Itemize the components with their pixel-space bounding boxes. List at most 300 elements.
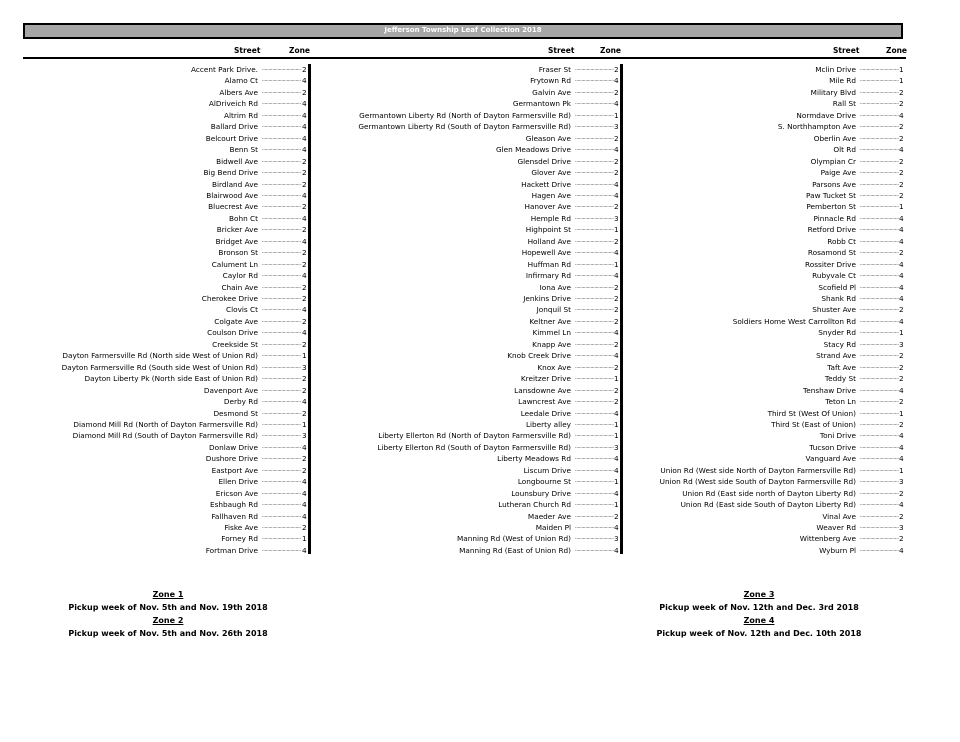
street-name: Retford Drive [807,225,856,235]
dot-leader: .............................. [575,111,614,118]
dot-leader: .............................. [860,237,899,244]
list-item [0,327,960,338]
zone-value: 4 [302,442,307,452]
dot-leader: .............................. [860,295,899,301]
street-name: Clovis Ct [225,305,258,315]
dot-leader: .............................. [575,272,614,279]
street-name: Scofield Pl [818,282,856,292]
dot-leader: .............................. [575,214,614,221]
street-name: Holland Ave [527,236,571,246]
dot-leader: .............................. [262,272,301,279]
street-name: Ballard Drive [210,122,258,132]
dot-leader: .............................. [860,226,899,233]
dot-leader: .............................. [575,317,614,324]
zone-value: 4 [614,145,619,155]
zone-value: 2 [302,316,307,326]
street-name: Manning Rd (West of Union Rd) [456,534,571,544]
list-item [0,350,960,361]
list-item [0,87,960,98]
zone-value: 2 [302,454,307,464]
dot-leader: .............................. [262,123,301,130]
street-name: Weaver Rd [816,523,856,532]
zone-3-pickup: Pickup week of Nov. 12th and Dec. 3rd 2018 [659,603,859,612]
list-item [0,282,960,293]
zone-value: 2 [899,190,904,200]
street-name: Snyder Rd [818,328,856,338]
dot-leader: .............................. [575,123,614,130]
list-item [0,545,960,556]
street-name: Vanguard Ave [805,454,856,464]
dot-leader: .............................. [575,134,614,141]
zone-value: 1 [899,65,904,74]
street-name: Pemberton St [806,202,856,212]
dot-leader: .............................. [575,100,614,107]
dot-leader: .............................. [575,375,614,382]
street-name: Cherokee Drive [201,294,258,303]
dot-leader: .............................. [860,157,899,164]
dot-leader: .............................. [575,524,614,530]
street-name: Union Rd (East side South of Dayton Liberty Rd) [680,500,856,510]
list-item [0,201,960,212]
zone-value: 4 [302,545,307,555]
street-name: Hemple Rd [530,213,571,223]
dot-leader: .............................. [262,226,301,233]
zone-value: 2 [614,65,619,74]
street-name: Shuster Ave [812,305,856,315]
zone-value: 2 [302,225,307,235]
street-name: Forney Rd [221,534,258,544]
list-item [0,247,960,258]
zone-value: 1 [614,477,619,487]
street-name: Hopewell Ave [521,248,571,258]
street-name: Alamo Ct [224,76,258,86]
street-name: Dayton Farmersville Rd (South side West of Union Rd) [61,362,258,372]
zone-value: 2 [302,179,307,189]
dot-leader: .............................. [262,100,301,107]
dot-leader: .............................. [262,443,301,450]
list-item [0,408,960,419]
zone-value: 2 [302,339,307,349]
dot-leader: .............................. [575,260,614,267]
street-name: Glen Meadows Drive [495,145,571,155]
dot-leader: .............................. [575,157,614,164]
zone-value: 2 [899,374,904,384]
zone-value: 2 [899,168,904,178]
street-name: Robb Ct [827,236,856,246]
zone-value: 4 [614,76,619,86]
dot-leader: .............................. [860,329,899,336]
dot-leader: .............................. [575,340,614,347]
dot-leader: .............................. [860,88,899,95]
zone-value: 1 [614,225,619,235]
list-item [0,533,960,544]
zone-value: 4 [614,465,619,475]
list-item [0,259,960,270]
dot-leader: .............................. [860,432,899,439]
header-rule [23,57,906,59]
dot-leader: .............................. [262,409,301,416]
list-item [0,179,960,190]
zone-value: 3 [614,442,619,452]
street-name: S. Northhampton Ave [777,122,856,132]
zone-value: 4 [899,225,904,235]
dot-leader: .............................. [860,169,899,176]
street-name: Chain Ave [221,282,258,292]
street-name: Creekside St [212,339,258,349]
zone-value: 3 [899,339,904,349]
dot-leader: .............................. [262,134,301,141]
dot-leader: .............................. [575,306,614,313]
zone-value: 1 [899,202,904,212]
dot-leader: .............................. [575,88,614,95]
street-name: Blairwood Ave [206,190,258,200]
dot-leader: .............................. [575,398,614,405]
zone-value: 3 [614,213,619,223]
dot-leader: .............................. [262,489,301,496]
zone-value: 2 [899,488,904,498]
zone-value: 4 [614,488,619,498]
street-name: Union Rd (West side South of Dayton Farmersville Rd) [659,477,856,487]
dot-leader: .............................. [262,352,301,359]
street-name: Birdland Ave [212,179,258,189]
zone-value: 2 [899,397,904,407]
dot-leader: .............................. [262,478,301,485]
dot-leader: .............................. [575,203,614,210]
street-name: Keltner Ave [529,316,571,326]
zone-value: 4 [899,110,904,120]
street-name: Donlaw Drive [209,442,258,452]
list-item [0,133,960,144]
zone-value: 3 [899,523,904,532]
zone-value: 4 [302,511,307,521]
street-name: Lounsbury Drive [511,488,571,498]
street-name: Calument Ln [211,259,258,269]
street-name: Liberty Ellerton Rd (South of Dayton Farmersville Rd) [377,442,571,452]
zone-value: 4 [302,110,307,120]
dot-leader: .............................. [575,249,614,256]
dot-leader: .............................. [262,546,301,553]
street-name: Tucson Drive [809,442,856,452]
street-name: Gleason Ave [525,133,571,143]
street-name: Kreitzer Drive [520,374,571,384]
dot-leader: .............................. [262,66,301,72]
title-bar [23,23,903,39]
zone-value: 2 [302,374,307,384]
dot-leader: .............................. [575,169,614,176]
zone-2-pickup: Pickup week of Nov. 5th and Nov. 26th 2018 [68,629,268,638]
street-name: Jenkins Drive [523,294,571,303]
street-name: Benn St [229,145,258,155]
street-name: Germantown Liberty Rd (South of Dayton Farmersville Rd) [358,122,571,132]
street-name: Dayton Farmersville Rd (North side West of Union Rd) [62,351,258,361]
street-name: Coulson Drive [207,328,258,338]
street-name: Stacy Rd [823,339,856,349]
street-name: Fraser St [538,65,571,74]
street-name: Germantown Pk [512,99,571,109]
street-name: Infirmary Rd [525,271,571,281]
street-name: Military Blvd [810,87,856,97]
zone-value: 2 [899,351,904,361]
street-name: Maiden Pl [535,523,571,532]
street-name: Kimmel Ln [532,328,571,338]
list-item [0,522,960,533]
street-name: Diamond Mill Rd (South of Dayton Farmersville Rd) [72,431,258,441]
dot-leader: .............................. [575,329,614,336]
zone-4-label: Zone 4 [743,616,775,625]
dot-leader: .............................. [575,386,614,393]
street-name: Lansdowne Ave [514,385,571,395]
dot-leader: .............................. [575,478,614,485]
street-name: Liberty alley [525,419,571,429]
zone-value: 2 [302,248,307,258]
street-name: Glensdel Drive [517,156,571,166]
street-name: Big Bend Drive [203,168,258,178]
zone-value: 1 [614,419,619,429]
list-item [0,419,960,430]
list-item [0,488,960,499]
zone-value: 2 [614,87,619,97]
street-name: Taft Ave [827,362,856,372]
street-name: Fortman Drive [205,545,258,555]
list-item [0,224,960,235]
zone-value: 1 [614,259,619,269]
zone-value: 4 [899,271,904,281]
dot-leader: .............................. [575,77,614,84]
zone-value: 4 [899,385,904,395]
street-name: Eastport Ave [211,465,258,475]
zone-2-label: Zone 2 [152,616,184,625]
dot-leader: .............................. [262,501,301,508]
zone-value: 2 [899,133,904,143]
dot-leader: .............................. [860,409,899,416]
zone-value: 4 [899,454,904,464]
zone-value: 4 [614,271,619,281]
zone-value: 4 [899,431,904,441]
dot-leader: .............................. [262,524,301,530]
list-item [0,64,960,75]
zone-value: 3 [614,122,619,132]
zone-value: 4 [302,190,307,200]
zone-value: 4 [302,305,307,315]
dot-leader: .............................. [262,180,301,187]
street-name: Pinnacle Rd [813,213,856,223]
dot-leader: .............................. [575,295,614,301]
zone-value: 2 [614,362,619,372]
zone-value: 2 [614,305,619,315]
zone-value: 1 [302,534,307,544]
list-item [0,316,960,327]
zone-value: 4 [302,488,307,498]
dot-leader: .............................. [575,226,614,233]
zone-value: 2 [302,408,307,418]
street-name: Lawncrest Ave [518,397,571,407]
street-name: Longbourne St [517,477,571,487]
zone-value: 1 [614,431,619,441]
street-name: Liberty Meadows Rd [497,454,571,464]
dot-leader: .............................. [575,191,614,198]
street-name: Glover Ave [531,168,571,178]
zone-header-3: Zone [886,46,908,55]
dot-leader: .............................. [262,455,301,462]
dot-leader: .............................. [262,295,301,301]
street-name: Bridget Ave [215,236,258,246]
street-name: Shank Rd [821,294,856,303]
list-item [0,144,960,155]
dot-leader: .............................. [575,66,614,72]
dot-leader: .............................. [262,329,301,336]
zone-value: 2 [302,465,307,475]
dot-leader: .............................. [262,203,301,210]
dot-leader: .............................. [262,146,301,153]
street-name: Eshbaugh Rd [209,500,258,510]
dot-leader: .............................. [262,283,301,290]
zone-value: 4 [614,351,619,361]
street-name: Union Rd (East side north of Dayton Liberty Rd) [682,488,856,498]
zone-value: 4 [302,271,307,281]
dot-leader: .............................. [860,455,899,462]
dot-leader: .............................. [860,77,899,84]
zone-value: 2 [899,305,904,315]
dot-leader: .............................. [860,512,899,519]
list-item [0,362,960,373]
dot-leader: .............................. [575,180,614,187]
zone-value: 2 [614,236,619,246]
zone-value: 4 [614,523,619,532]
zone-value: 2 [614,385,619,395]
street-name: Ellen Drive [218,477,258,487]
street-name: Dushore Drive [205,454,258,464]
street-name: Toni Drive [819,431,856,441]
street-name: Strand Ave [816,351,856,361]
zone-value: 1 [899,328,904,338]
zone-value: 3 [302,431,307,441]
zone-value: 1 [614,110,619,120]
zone-value: 2 [899,362,904,372]
dot-leader: .............................. [575,501,614,508]
street-name: Altrim Rd [223,110,258,120]
list-item [0,499,960,510]
zone-value: 2 [302,156,307,166]
dot-leader: .............................. [860,535,899,542]
street-name: Union Rd (West side North of Dayton Farmersville Rd) [660,465,856,475]
street-name: Rossiter Drive [805,259,856,269]
zone-value: 2 [302,65,307,74]
zone-value: 1 [302,351,307,361]
street-name: Rubyvale Ct [812,271,856,281]
zone-value: 4 [302,76,307,86]
street-name: Frytown Rd [530,76,571,86]
zone-value: 4 [899,236,904,246]
zone-value: 4 [899,294,904,303]
list-item [0,465,960,476]
list-item [0,270,960,281]
zone-1-pickup: Pickup week of Nov. 5th and Nov. 19th 2018 [68,603,268,612]
street-name: Wittenberg Ave [799,534,856,544]
list-item [0,236,960,247]
street-name: Diamond Mill Rd (North of Dayton Farmersville Rd) [73,419,258,429]
street-name: Jonquil St [536,305,571,315]
zone-value: 4 [899,213,904,223]
list-item [0,339,960,350]
street-name: Olympian Cr [810,156,856,166]
zone-value: 4 [302,397,307,407]
list-item [0,213,960,224]
list-item [0,110,960,121]
street-name: Bohn Ct [229,213,258,223]
zone-value: 2 [614,316,619,326]
list-item [0,304,960,315]
zone-value: 4 [302,477,307,487]
dot-leader: .............................. [575,352,614,359]
street-name: Soldiers Home West Carrollton Rd [732,316,856,326]
list-item [0,293,960,304]
dot-leader: .............................. [860,386,899,393]
dot-leader: .............................. [262,363,301,370]
dot-leader: .............................. [262,111,301,118]
street-name: Caylor Rd [222,271,258,281]
zone-value: 2 [614,168,619,178]
street-name: Tenshaw Drive [803,385,856,395]
street-name: Third St (West Of Union) [767,408,856,418]
street-name: Knox Ave [537,362,571,372]
zone-value: 2 [899,511,904,521]
zone-value: 2 [614,202,619,212]
dot-leader: .............................. [860,203,899,210]
street-name: Ericson Ave [215,488,258,498]
dot-leader: .............................. [860,489,899,496]
dot-leader: .............................. [860,123,899,130]
dot-leader: .............................. [262,260,301,267]
dot-leader: .............................. [860,340,899,347]
dot-leader: .............................. [860,317,899,324]
dot-leader: .............................. [860,524,899,530]
dot-leader: .............................. [575,466,614,473]
column-headers [0,46,960,56]
dot-leader: .............................. [262,249,301,256]
dot-leader: .............................. [860,134,899,141]
zone-value: 1 [614,374,619,384]
street-name: Bluecrest Ave [208,202,258,212]
list-item [0,190,960,201]
zone-3-label: Zone 3 [743,590,775,599]
dot-leader: .............................. [575,283,614,290]
dot-leader: .............................. [262,306,301,313]
list-item [0,373,960,384]
dot-leader: .............................. [262,77,301,84]
zone-value: 2 [614,282,619,292]
zone-value: 4 [302,133,307,143]
street-name: Bronson St [218,248,258,258]
zone-value: 4 [899,259,904,269]
zone-value: 2 [302,294,307,303]
street-name: Manning Rd (East of Union Rd) [459,545,571,555]
zone-value: 4 [302,213,307,223]
dot-leader: .............................. [575,489,614,496]
zone-value: 2 [302,385,307,395]
zone-value: 4 [899,442,904,452]
street-name: Maeder Ave [527,511,571,521]
street-name: Paw Tucket St [806,190,856,200]
dot-leader: .............................. [860,546,899,553]
street-name: Liscum Drive [523,465,571,475]
zone-value: 2 [614,397,619,407]
dot-leader: .............................. [860,466,899,473]
zone-value: 4 [614,99,619,109]
zone-value: 4 [614,545,619,555]
zone-1-label: Zone 1 [152,590,184,599]
zone-value: 3 [302,362,307,372]
legend-left [18,588,318,640]
